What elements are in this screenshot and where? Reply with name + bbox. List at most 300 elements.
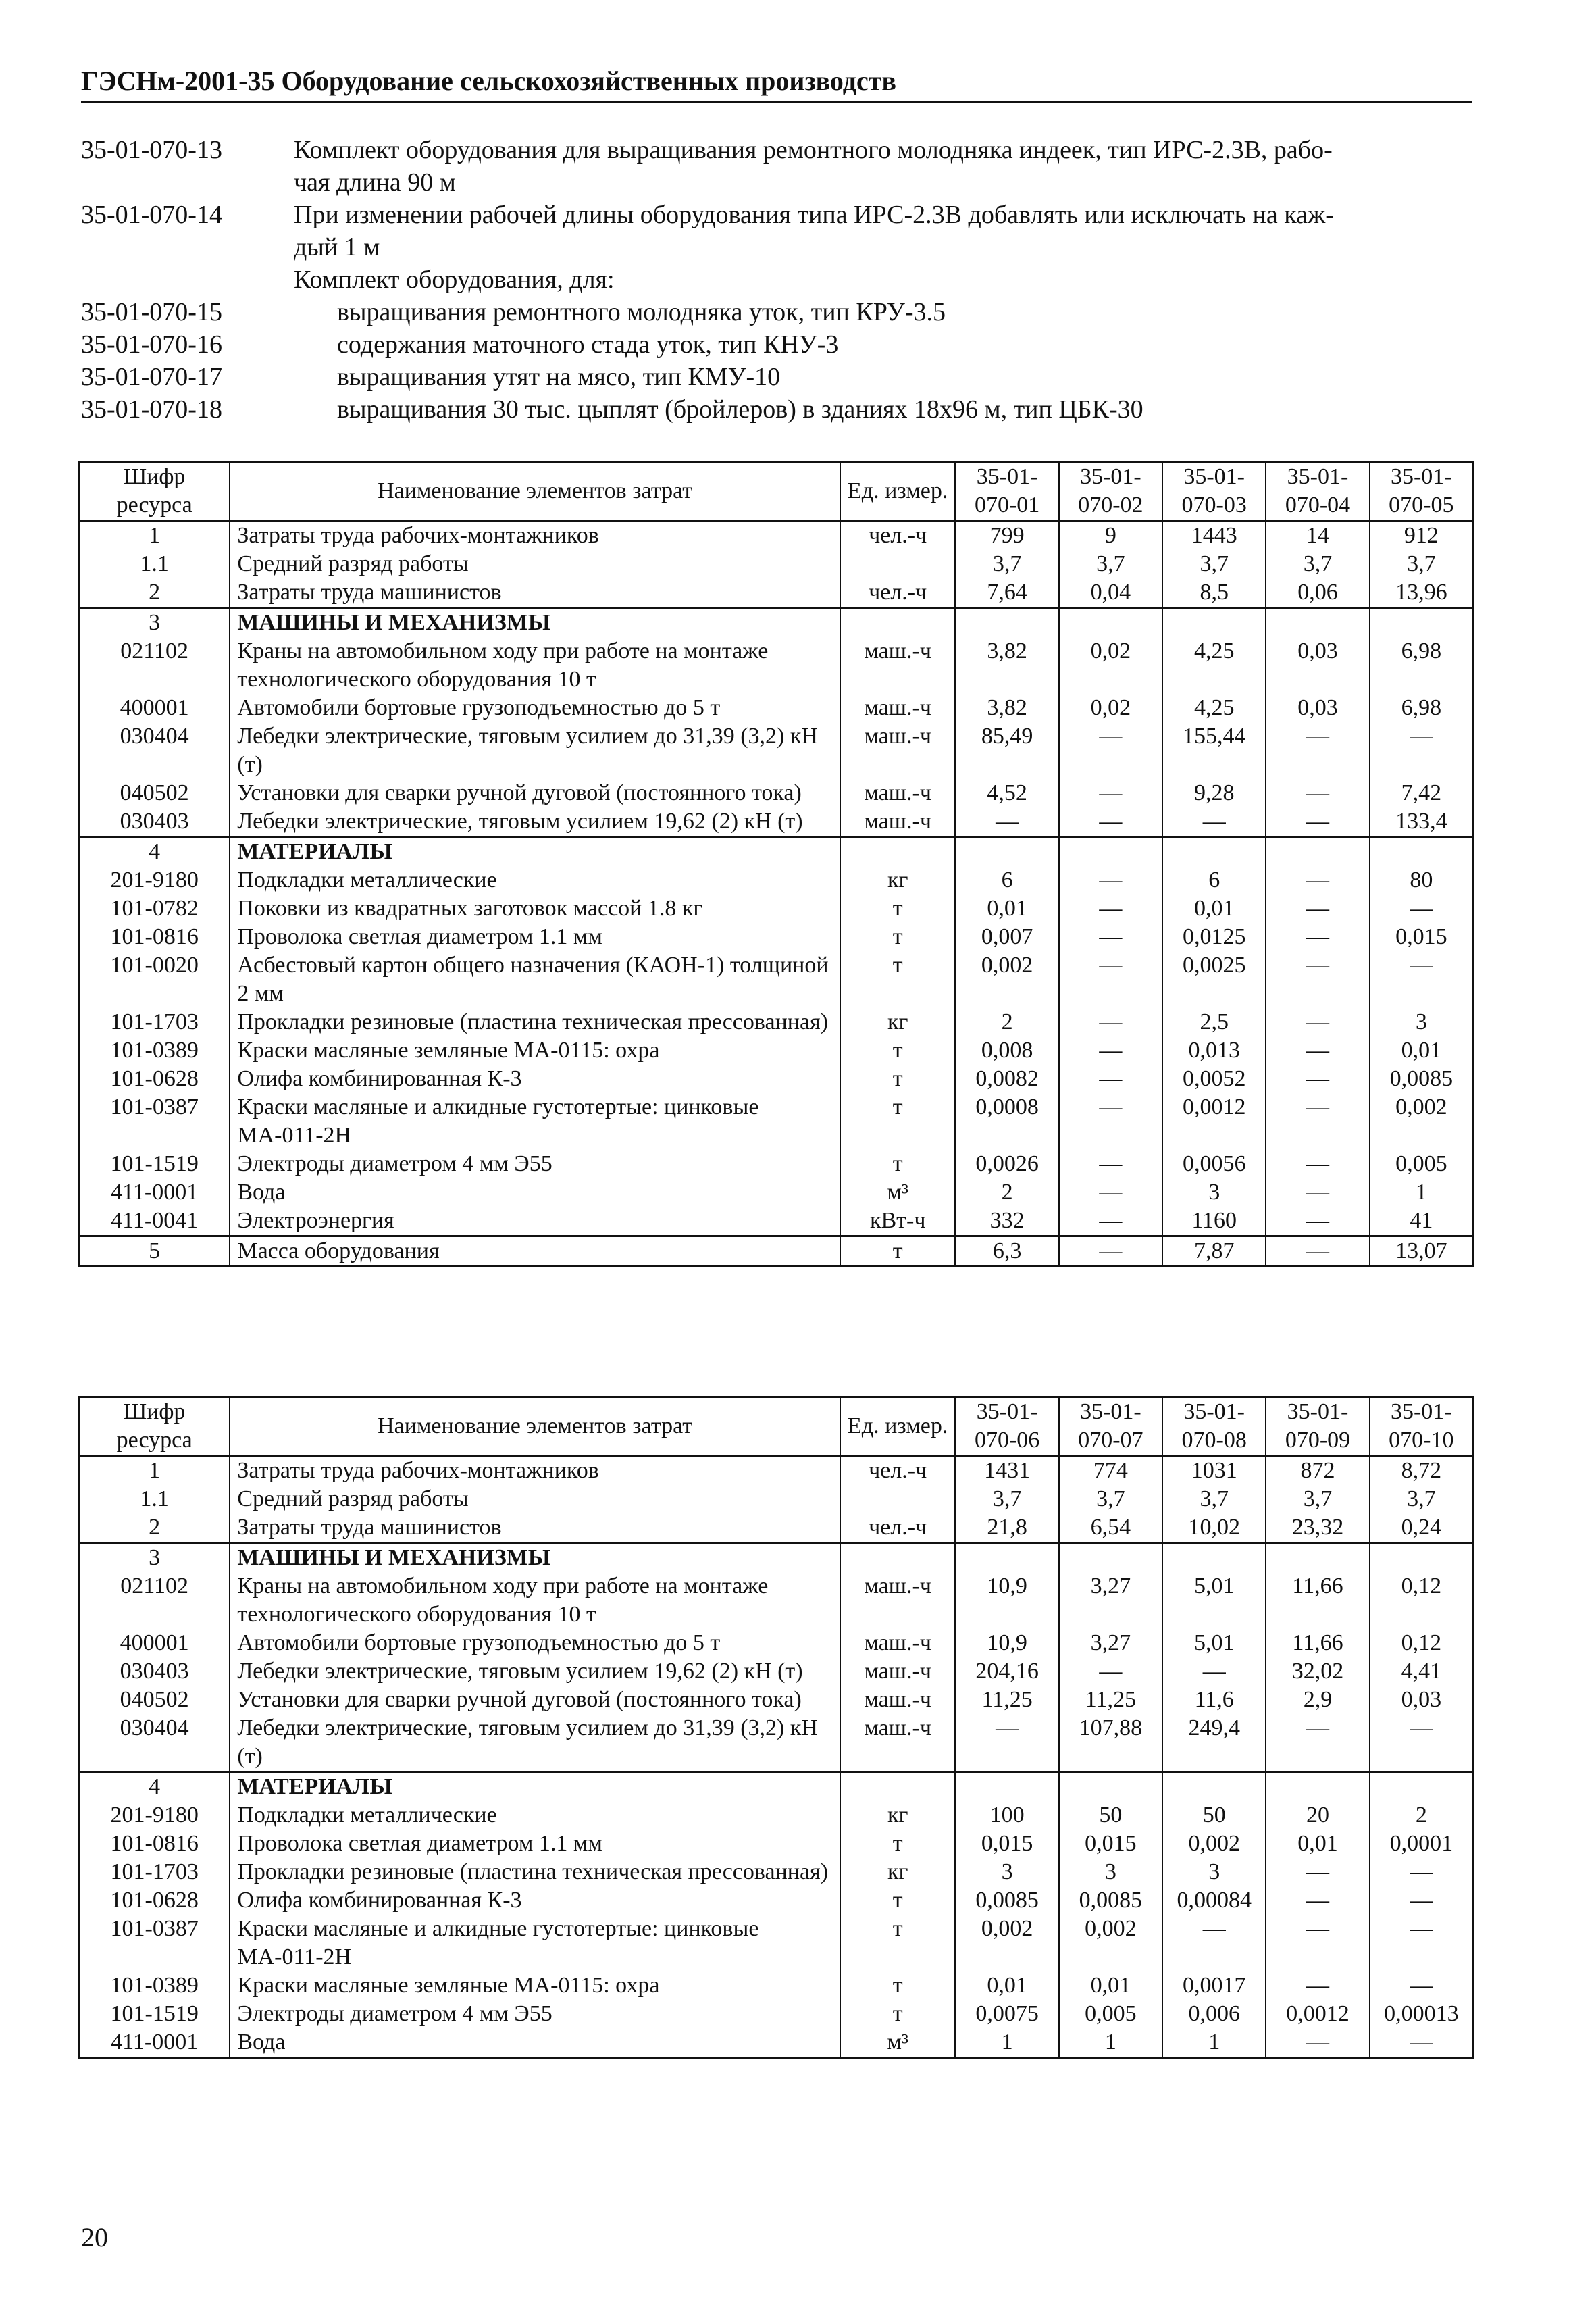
code-list-item [81, 231, 1472, 263]
resource-value: 11,66 [1266, 1629, 1369, 1657]
resource-value: 155,44 [1162, 722, 1266, 779]
resource-value: — [1059, 1150, 1162, 1178]
resource-value: 32,02 [1266, 1657, 1369, 1686]
resource-unit: кВт-ч [840, 1207, 956, 1236]
code-description: дый 1 м [294, 233, 380, 261]
resource-value: — [1266, 1714, 1369, 1772]
resource-code: 411-0041 [79, 1207, 230, 1236]
resource-value: 1431 [955, 1456, 1058, 1486]
table-row [79, 694, 1473, 722]
resource-unit: маш.-ч [840, 1629, 956, 1657]
table-row [79, 1456, 1473, 1486]
resource-value: — [1266, 1915, 1369, 1971]
resource-value: 332 [955, 1207, 1058, 1236]
code-number: 35-01-070-14 [81, 201, 222, 229]
resource-name: Затраты труда рабочих-монтажников [230, 1456, 840, 1486]
resource-value: — [1266, 1036, 1369, 1065]
table-row [79, 807, 1473, 837]
resource-value [1059, 1543, 1162, 1573]
resource-code: 4 [79, 1772, 230, 1802]
resource-value: 3,7 [1059, 550, 1162, 578]
code-description: выращивания утят на мясо, тип КМУ-10 [337, 363, 781, 391]
table-row [79, 866, 1473, 895]
resource-value: 0,015 [1370, 923, 1473, 951]
resource-code: 400001 [79, 1629, 230, 1657]
resource-code: 101-0782 [79, 895, 230, 923]
resource-value: — [1059, 951, 1162, 1008]
resource-value: 0,0125 [1162, 923, 1266, 951]
resource-value: 0,002 [1370, 1093, 1473, 1150]
resource-name: Лебедки электрические, тяговым усилием до 31,39 (3,2) кН (т) [230, 1714, 840, 1772]
resource-value: — [1059, 807, 1162, 837]
table-row [79, 951, 1473, 1008]
resource-name: Прокладки резиновые (пластина техническая прессованная) [230, 1858, 840, 1886]
resource-code: 101-0628 [79, 1065, 230, 1093]
resource-value: 5,01 [1162, 1572, 1266, 1629]
resource-unit [840, 1543, 956, 1573]
resource-value: 3 [1162, 1178, 1266, 1207]
resource-value: — [1162, 1657, 1266, 1686]
resource-name: Лебедки электрические, тяговым усилием до 31,39 (3,2) кН (т) [230, 722, 840, 779]
resource-value: 799 [955, 521, 1058, 551]
resource-value: 3,27 [1059, 1629, 1162, 1657]
resource-value: 6 [1162, 866, 1266, 895]
table-row [79, 1657, 1473, 1686]
resource-code: 101-1519 [79, 1150, 230, 1178]
resource-value: 0,005 [1370, 1150, 1473, 1178]
table-row [79, 1543, 1473, 1573]
resource-name: МАШИНЫ И МЕХАНИЗМЫ [230, 608, 840, 638]
resource-value: 0,0012 [1266, 2000, 1369, 2028]
table-row [79, 1207, 1473, 1236]
resource-name: Краски масляные земляные МА-0115: охра [230, 1971, 840, 2000]
resource-value: — [1266, 1150, 1369, 1178]
resource-value: — [1266, 1093, 1369, 1150]
resource-code: 101-0389 [79, 1036, 230, 1065]
resource-unit: т [840, 1886, 956, 1915]
resource-code: 2 [79, 1513, 230, 1543]
resource-code: 101-0628 [79, 1886, 230, 1915]
code-description: Комплект оборудования для выращивания ремонтного молодняка индеек, тип ИРС-2.3В, рабо- [294, 136, 1333, 164]
resource-value: — [1266, 866, 1369, 895]
resource-value: 0,015 [1059, 1830, 1162, 1858]
resource-name: Масса оборудования [230, 1236, 840, 1267]
resource-value: 3 [1162, 1858, 1266, 1886]
resource-value: 21,8 [955, 1513, 1058, 1543]
resource-value: 0,015 [955, 1830, 1058, 1858]
resource-unit: маш.-ч [840, 1572, 956, 1629]
resource-value: — [1162, 807, 1266, 837]
resource-value: 3,7 [955, 1485, 1058, 1513]
resource-value: 0,12 [1370, 1629, 1473, 1657]
resource-value [1059, 1772, 1162, 1802]
resource-unit: маш.-ч [840, 722, 956, 779]
resource-value: — [1266, 807, 1369, 837]
table-header-row [79, 1397, 1473, 1456]
resource-value: 0,0008 [955, 1093, 1058, 1150]
resource-code: 030404 [79, 722, 230, 779]
code-list-item [81, 393, 1472, 426]
resource-value [1162, 608, 1266, 638]
resource-value: — [1266, 923, 1369, 951]
header-divider [81, 101, 1472, 103]
resource-value: 14 [1266, 521, 1369, 551]
code-number: 35-01-070-13 [81, 136, 222, 164]
resource-unit [840, 837, 956, 867]
resource-value: 0,00013 [1370, 2000, 1473, 2028]
code-number: 35-01-070-18 [81, 395, 222, 424]
code-list-item [81, 199, 1472, 231]
resource-unit: маш.-ч [840, 1686, 956, 1714]
resource-code: 101-0020 [79, 951, 230, 1008]
code-list-item [81, 166, 1472, 199]
resource-value [955, 1772, 1058, 1802]
page-number: 20 [81, 2222, 108, 2253]
resource-unit: т [840, 951, 956, 1008]
resource-name: Подкладки металлические [230, 866, 840, 895]
resource-value: 0,002 [1059, 1915, 1162, 1971]
resource-code: 400001 [79, 694, 230, 722]
code-description: выращивания 30 тыс. цыплят (бройлеров) в зданиях 18х96 м, тип ЦБК-30 [337, 395, 1143, 424]
resource-value: 0,0075 [955, 2000, 1058, 2028]
resource-code: 3 [79, 608, 230, 638]
resource-value: 0,0085 [955, 1886, 1058, 1915]
resource-value: 1443 [1162, 521, 1266, 551]
resource-value: 3,82 [955, 694, 1058, 722]
code-list-item [81, 328, 1472, 361]
resource-value: 3,82 [955, 637, 1058, 694]
resource-name: МАТЕРИАЛЫ [230, 1772, 840, 1802]
resource-code: 030403 [79, 807, 230, 837]
resource-value: 0,0026 [955, 1150, 1058, 1178]
table-row [79, 2028, 1473, 2058]
resource-unit [840, 1772, 956, 1802]
resource-value: 8,5 [1162, 578, 1266, 608]
resource-code: 040502 [79, 779, 230, 807]
resource-code: 411-0001 [79, 1178, 230, 1207]
resource-value: — [1370, 895, 1473, 923]
table-row [79, 2000, 1473, 2028]
resource-value: 6,98 [1370, 694, 1473, 722]
resource-name: Электроды диаметром 4 мм Э55 [230, 1150, 840, 1178]
resource-code: 1 [79, 1456, 230, 1486]
table-row [79, 722, 1473, 779]
resource-name: Проволока светлая диаметром 1.1 мм [230, 923, 840, 951]
resource-unit [840, 1485, 956, 1513]
header-norm-column: 35-01-070-10 [1370, 1397, 1473, 1456]
resource-name: Краски масляные земляные МА-0115: охра [230, 1036, 840, 1065]
resource-value: 3,27 [1059, 1572, 1162, 1629]
resource-value: 7,42 [1370, 779, 1473, 807]
resource-value: 0,0025 [1162, 951, 1266, 1008]
resource-value: 7,87 [1162, 1236, 1266, 1267]
page-header-title: ГЭСНм-2001-35 Оборудование сельскохозяйственных производств [81, 66, 896, 96]
resource-code: 5 [79, 1236, 230, 1267]
table-row [79, 895, 1473, 923]
resource-unit: кг [840, 1858, 956, 1886]
resource-value: — [955, 1714, 1058, 1772]
resource-value: — [1266, 1207, 1369, 1236]
resource-name: Олифа комбинированная К-3 [230, 1065, 840, 1093]
resource-unit: маш.-ч [840, 1714, 956, 1772]
table-row [79, 1065, 1473, 1093]
header-unit: Ед. измер. [840, 462, 956, 521]
resource-value: 0,0001 [1370, 1830, 1473, 1858]
table-row [79, 637, 1473, 694]
resource-value: 80 [1370, 866, 1473, 895]
table-row [79, 1686, 1473, 1714]
resource-name: МАТЕРИАЛЫ [230, 837, 840, 867]
resource-name: Поковки из квадратных заготовок массой 1.8 кг [230, 895, 840, 923]
code-list-item [81, 361, 1472, 393]
table-row [79, 1971, 1473, 2000]
resource-value [1266, 837, 1369, 867]
table-row [79, 779, 1473, 807]
resource-value: 0,002 [955, 1915, 1058, 1971]
resource-value: 13,07 [1370, 1236, 1473, 1267]
resource-value: — [1059, 1036, 1162, 1065]
resource-value: 0,0012 [1162, 1093, 1266, 1150]
resource-name: Средний разряд работы [230, 550, 840, 578]
resource-value: 0,006 [1162, 2000, 1266, 2028]
resource-value: 4,52 [955, 779, 1058, 807]
resource-name: Вода [230, 1178, 840, 1207]
header-code: Шифр ресурса [79, 462, 230, 521]
resource-value: 2 [1370, 1801, 1473, 1830]
table-row [79, 1801, 1473, 1830]
code-number: 35-01-070-16 [81, 330, 222, 359]
resource-value [1266, 1772, 1369, 1802]
resource-value: 0,03 [1370, 1686, 1473, 1714]
resource-value: 0,02 [1059, 694, 1162, 722]
resource-value: 0,12 [1370, 1572, 1473, 1629]
resource-value: 6,3 [955, 1236, 1058, 1267]
table-row [79, 1236, 1473, 1267]
resource-value [1370, 1543, 1473, 1573]
code-list-item [81, 263, 1472, 296]
code-number [81, 166, 294, 199]
header-norm-column: 35-01-070-06 [955, 1397, 1058, 1456]
resource-unit: т [840, 1236, 956, 1267]
table-row [79, 1008, 1473, 1036]
resource-value: 0,01 [1370, 1036, 1473, 1065]
resource-value: 249,4 [1162, 1714, 1266, 1772]
resource-value: 3,7 [1162, 1485, 1266, 1513]
code-list [81, 134, 1472, 426]
header-code: Шифр ресурса [79, 1397, 230, 1456]
resource-value: — [1370, 1971, 1473, 2000]
resource-value: 1160 [1162, 1207, 1266, 1236]
resource-value: 0,04 [1059, 578, 1162, 608]
table-row [79, 1572, 1473, 1629]
resource-value: 50 [1162, 1801, 1266, 1830]
resource-code: 101-0387 [79, 1915, 230, 1971]
resource-code: 101-0816 [79, 923, 230, 951]
resource-value: 4,41 [1370, 1657, 1473, 1686]
resource-value: — [1059, 866, 1162, 895]
resource-value: 10,9 [955, 1572, 1058, 1629]
resource-unit: кг [840, 866, 956, 895]
resource-value: 2 [955, 1178, 1058, 1207]
resource-code: 101-1703 [79, 1858, 230, 1886]
resource-value: — [1059, 779, 1162, 807]
resource-value: — [1059, 1065, 1162, 1093]
resource-value: 107,88 [1059, 1714, 1162, 1772]
code-number: 35-01-070-15 [81, 298, 222, 326]
resource-code: 1.1 [79, 550, 230, 578]
resource-value: 0,002 [1162, 1830, 1266, 1858]
resource-value: — [1059, 923, 1162, 951]
resource-value: 0,24 [1370, 1513, 1473, 1543]
resource-value: — [1266, 1971, 1369, 2000]
table-row [79, 550, 1473, 578]
resource-value: — [1266, 2028, 1369, 2058]
resource-value: 3,7 [1266, 1485, 1369, 1513]
resource-value: 1 [955, 2028, 1058, 2058]
resource-value [1266, 1543, 1369, 1573]
resource-unit: кг [840, 1801, 956, 1830]
resource-value: 3,7 [1266, 550, 1369, 578]
resource-table-1 [78, 461, 1474, 1267]
table-header-row [79, 462, 1473, 521]
resource-value: — [1370, 1858, 1473, 1886]
resource-value: 10,02 [1162, 1513, 1266, 1543]
resource-value: 3,7 [1059, 1485, 1162, 1513]
resource-value: 41 [1370, 1207, 1473, 1236]
resource-value: 2,5 [1162, 1008, 1266, 1036]
resource-value: — [1370, 1714, 1473, 1772]
resource-value: 0,01 [1059, 1971, 1162, 2000]
code-description: выращивания ремонтного молодняка уток, тип КРУ-3.5 [337, 298, 946, 326]
resource-value: — [1266, 1236, 1369, 1267]
resource-value: 50 [1059, 1801, 1162, 1830]
resource-value: 6,98 [1370, 637, 1473, 694]
resource-name: Автомобили бортовые грузоподъемностью до 5 т [230, 694, 840, 722]
resource-value: — [1266, 1008, 1369, 1036]
resource-value: 13,96 [1370, 578, 1473, 608]
resource-name: Вода [230, 2028, 840, 2058]
resource-value: 20 [1266, 1801, 1369, 1830]
resource-code: 101-1519 [79, 2000, 230, 2028]
code-description: содержания маточного стада уток, тип КНУ-3 [337, 330, 839, 359]
resource-unit: чел.-ч [840, 521, 956, 551]
resource-name: Краски масляные и алкидные густотертые: цинковые МА-011-2Н [230, 1915, 840, 1971]
resource-unit: м³ [840, 1178, 956, 1207]
resource-value [955, 837, 1058, 867]
resource-unit: т [840, 1915, 956, 1971]
resource-name: Проволока светлая диаметром 1.1 мм [230, 1830, 840, 1858]
resource-unit: т [840, 1971, 956, 2000]
resource-value [955, 1543, 1058, 1573]
resource-value: 3 [1370, 1008, 1473, 1036]
code-list-item [81, 296, 1472, 328]
resource-value: — [1059, 722, 1162, 779]
resource-value: 0,002 [955, 951, 1058, 1008]
table-row [79, 1178, 1473, 1207]
resource-unit: т [840, 1830, 956, 1858]
resource-value [1266, 608, 1369, 638]
resource-value: 872 [1266, 1456, 1369, 1486]
resource-value: — [1266, 895, 1369, 923]
table-row [79, 1915, 1473, 1971]
resource-unit: т [840, 895, 956, 923]
resource-value: 3,7 [1370, 1485, 1473, 1513]
resource-value: 0,0085 [1370, 1065, 1473, 1093]
resource-unit: маш.-ч [840, 637, 956, 694]
resource-value [1370, 608, 1473, 638]
resource-code: 201-9180 [79, 1801, 230, 1830]
resource-value: 11,66 [1266, 1572, 1369, 1629]
resource-code: 3 [79, 1543, 230, 1573]
resource-value: 1 [1059, 2028, 1162, 2058]
code-number [81, 231, 294, 263]
resource-unit [840, 550, 956, 578]
table-row [79, 1714, 1473, 1772]
resource-value: — [1059, 1236, 1162, 1267]
resource-name: Лебедки электрические, тяговым усилием 19,62 (2) кН (т) [230, 807, 840, 837]
resource-value: 0,01 [1162, 895, 1266, 923]
header-norm-column: 35-01-070-05 [1370, 462, 1473, 521]
resource-value: 2 [955, 1008, 1058, 1036]
table-row [79, 837, 1473, 867]
resource-value: 11,25 [1059, 1686, 1162, 1714]
resource-unit: т [840, 2000, 956, 2028]
resource-name: Олифа комбинированная К-3 [230, 1886, 840, 1915]
table-row [79, 521, 1473, 551]
resource-unit [840, 608, 956, 638]
resource-code: 411-0001 [79, 2028, 230, 2058]
resource-value: 9,28 [1162, 779, 1266, 807]
resource-value: 3 [1059, 1858, 1162, 1886]
resource-value [1370, 837, 1473, 867]
header-norm-column: 35-01-070-07 [1059, 1397, 1162, 1456]
resource-value: — [1370, 1886, 1473, 1915]
resource-value: — [1266, 1858, 1369, 1886]
resource-code: 1 [79, 521, 230, 551]
header-norm-column: 35-01-070-03 [1162, 462, 1266, 521]
resource-value: — [1059, 1093, 1162, 1150]
resource-name: Краски масляные и алкидные густотертые: цинковые МА-011-2Н [230, 1093, 840, 1150]
resource-value: 4,25 [1162, 637, 1266, 694]
resource-value: 85,49 [955, 722, 1058, 779]
table-row [79, 1858, 1473, 1886]
resource-value: 8,72 [1370, 1456, 1473, 1486]
resource-value: 0,06 [1266, 578, 1369, 608]
resource-value: 7,64 [955, 578, 1058, 608]
resource-name: Электроды диаметром 4 мм Э55 [230, 2000, 840, 2028]
resource-name: Лебедки электрические, тяговым усилием 19,62 (2) кН (т) [230, 1657, 840, 1686]
resource-code: 201-9180 [79, 866, 230, 895]
resource-value: — [1266, 1065, 1369, 1093]
table-row [79, 1886, 1473, 1915]
resource-value: 4,25 [1162, 694, 1266, 722]
resource-value: 0,03 [1266, 694, 1369, 722]
resource-value: — [1059, 895, 1162, 923]
resource-value: — [1059, 1657, 1162, 1686]
resource-name: Установки для сварки ручной дуговой (постоянного тока) [230, 1686, 840, 1714]
table-row [79, 1830, 1473, 1858]
resource-value: 0,0056 [1162, 1150, 1266, 1178]
code-number [81, 263, 294, 296]
resource-unit: т [840, 1065, 956, 1093]
resource-code: 101-0816 [79, 1830, 230, 1858]
resource-unit: маш.-ч [840, 1657, 956, 1686]
resource-value: — [1370, 951, 1473, 1008]
resource-value: — [1266, 779, 1369, 807]
resource-name: МАШИНЫ И МЕХАНИЗМЫ [230, 1543, 840, 1573]
resource-unit: чел.-ч [840, 1513, 956, 1543]
resource-name: Затраты труда рабочих-монтажников [230, 521, 840, 551]
